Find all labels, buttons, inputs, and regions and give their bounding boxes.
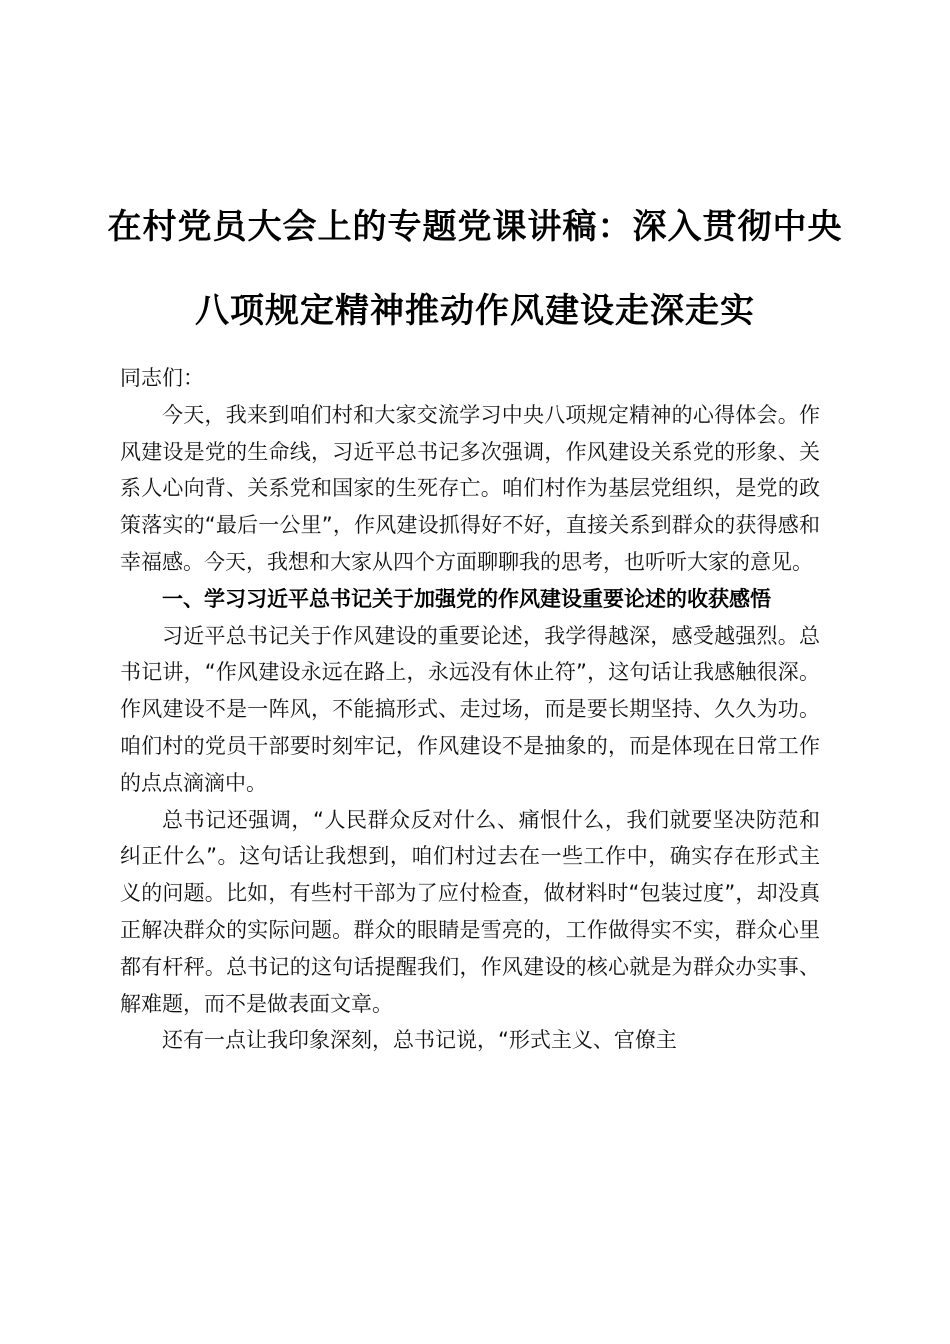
section-paragraph: 还有一点让我印象深刻，总书记说，“形式主义、官僚主 [162, 1028, 677, 1053]
document-body [120, 360, 820, 1059]
document-title: 在村党员大会上的专题党课讲稿：深入贯彻中央八项规定精神推动作风建设走深走实 [107, 207, 843, 331]
section-paragraph: 习近平总书记关于作风建设的重要论述，我学得越深，感受越强烈。总书记讲，“作风建设永远在路上，永远没有休止符”，这句话让我感触很深。作风建设不是一阵风，不能搞形式、走过场，而是要长期坚持、久久为功。咱们村的党员干部要时刻牢记，作风建设不是抽象的，而是体现在日常工作的点点滴滴中。 [120, 623, 820, 795]
intro-paragraph: 今天，我来到咱们村和大家交流学习中央八项规定精神的心得体会。作风建设是党的生命线，习近平总书记多次强调，作风建设关系党的形象、关系人心向背、关系党和国家的生死存亡。咱们村作为基层党组织，是党的政策落实的“最后一公里”，作风建设抓得好不好，直接关系到群众的获得感和幸福感。今天，我想和大家从四个方面聊聊我的思考，也听听大家的意见。 [120, 402, 820, 574]
salutation: 同志们： [120, 366, 204, 390]
section-heading: 一、学习习近平总书记关于加强党的作风建设重要论述的收获感悟 [162, 586, 771, 611]
section-paragraph: 总书记还强调，“人民群众反对什么、痛恨什么，我们就要坚决防范和纠正什么”。这句话让我想到，咱们村过去在一些工作中，确实存在形式主义的问题。比如，有些村干部为了应付检查，做材料时“包装过度”，却没真正解决群众的实际问题。群众的眼睛是雪亮的，工作做得实不实，群众心里都有杆秤。总书记的这句话提醒我们，作风建设的核心就是为群众办实事、解难题，而不是做表面文章。 [120, 807, 820, 1016]
